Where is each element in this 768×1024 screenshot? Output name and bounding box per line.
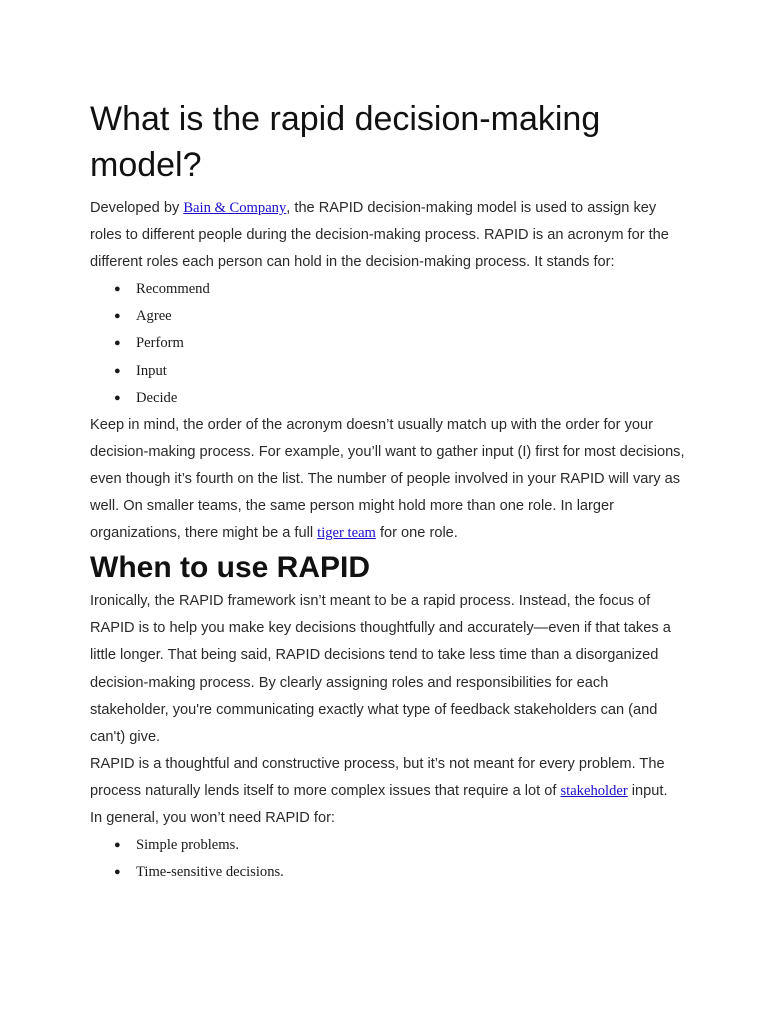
- list-item: [114, 859, 690, 886]
- bullet-icon: ●: [114, 283, 121, 296]
- list-item: [114, 358, 690, 385]
- when-paragraph-2-text-start: RAPID is a thoughtful and constructive process, but it’s not meant for every problem. The process naturally lends itself to more complex issues that require a lot of: [90, 755, 665, 799]
- bullet-icon: ●: [114, 337, 121, 350]
- list-item: [114, 385, 690, 412]
- list-item-label: Time-sensitive decisions.: [136, 864, 284, 881]
- order-note-paragraph: [90, 412, 690, 547]
- stakeholder-link[interactable]: stakeholder: [560, 782, 628, 799]
- list-item-label: Recommend: [136, 281, 210, 298]
- article: [90, 96, 690, 886]
- page-title: What is the rapid decision-making model?: [90, 100, 601, 184]
- bullet-icon: ●: [114, 310, 121, 323]
- roles-list: [90, 276, 690, 411]
- intro-text-start: Developed by: [90, 200, 184, 216]
- bullet-icon: ●: [114, 391, 121, 404]
- when-paragraph-2-text-end: input.: [627, 782, 668, 799]
- list-item-label: Simple problems.: [136, 837, 239, 854]
- list-item-label: Perform: [136, 335, 184, 352]
- not-needed-list: [90, 832, 690, 886]
- when-paragraph-1: Ironically, the RAPID framework isn’t meant to be a rapid process. Instead, the focus of RAPID is to help you make key decisions thoughtfully and accurately—even if that takes a little longer. That being said, RAPID decisions tend to take less time than a disorganized decision-making process. By clearly assigning roles and responsibilities for each stakeholder, you're communicating exactly what type of feedback stakeholders can (and can't) give.: [90, 593, 671, 745]
- list-item-label: Decide: [136, 389, 178, 406]
- tiger-team-link[interactable]: tiger team: [317, 525, 376, 542]
- list-item-label: Input: [136, 362, 167, 379]
- when-paragraph-2: [90, 751, 690, 805]
- when-paragraph-3: In general, you won’t need RAPID for:: [90, 809, 335, 826]
- list-item: [114, 832, 690, 859]
- intro-text-end: , the RAPID decision-making model is used to assign key roles to different people during the decision-making process. RAPID is an acronym for the different roles each person can hold in the decision-making process. It stands for:: [90, 200, 669, 271]
- list-item: [114, 276, 690, 303]
- bain-company-link[interactable]: Bain & Company: [183, 200, 287, 216]
- list-item-label: Agree: [136, 308, 172, 325]
- bullet-icon: ●: [114, 364, 121, 377]
- list-item: [114, 330, 690, 357]
- bullet-icon: ●: [114, 839, 121, 852]
- order-note-text-start: Keep in mind, the order of the acronym doesn’t usually match up with the order for your decision-making process. For example, you’ll want to gather input (I) first for most decisions, even though it’s fourth on the list. The number of people involved in your RAPID will vary as well. On smaller teams, the same person might hold more than one role. In larger organizations, there might be a full: [90, 416, 685, 542]
- list-item: [114, 303, 690, 330]
- order-note-text-end: for one role.: [375, 525, 458, 542]
- bullet-icon: ●: [114, 866, 121, 879]
- section-heading-when: When to use RAPID: [90, 551, 371, 585]
- intro-paragraph: [90, 195, 690, 276]
